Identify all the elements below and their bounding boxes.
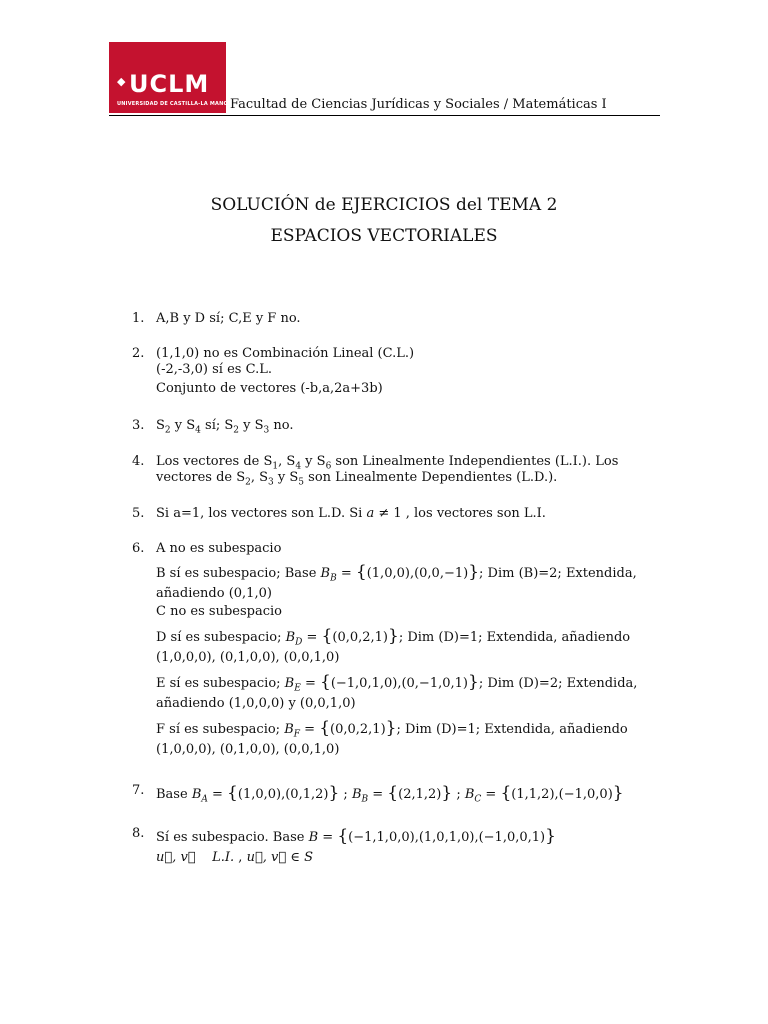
item-number: 4.: [132, 454, 145, 469]
logo-subtitle: UNIVERSIDAD DE CASTILLA-LA MANCHA: [117, 101, 236, 107]
answer-6-line-6: (1,0,0,0), (0,1,0,0), (0,0,1,0): [156, 650, 340, 665]
item-number: 2.: [132, 346, 145, 361]
answer-8-line-2: u⃗, v⃗ L.I. , u⃗, v⃗ ∈ S: [156, 850, 313, 865]
answer-2-line-1: (1,1,0) no es Combinación Lineal (C.L.): [156, 346, 415, 361]
answer-1: A,B y D sí; C,E y F no.: [156, 311, 301, 326]
answer-6-line-10: (1,0,0,0), (0,1,0,0), (0,0,1,0): [156, 742, 340, 757]
answer-6-line-9: F sí es subespacio; $B_F = \{(0,0,2,1)\}$; Dim (D)=1; Extendida, añadiendo: [156, 718, 628, 740]
header-rule: [109, 115, 660, 116]
answer-3: $S_2$ y $S_4$ sí; $S_2$ y $S_3$ no.: [156, 418, 294, 436]
answer-6-line-3: añadiendo (0,1,0): [156, 586, 272, 601]
answer-6-line-5: D sí es subespacio; $B_D = \{(0,0,2,1)\}$; Dim (D)=1; Extendida, añadiendo: [156, 626, 631, 648]
faculty-header: Facultad de Ciencias Jurídicas y Sociales / Matemáticas I: [230, 97, 607, 112]
item-number: 6.: [132, 541, 145, 556]
item-number: 7.: [132, 783, 145, 798]
uclm-logo: [109, 42, 236, 113]
answer-6-line-4: C no es subespacio: [156, 604, 282, 619]
answer-5: Si a=1, los vectores son L.D. Si a ≠ 1 , los vectores son L.I.: [156, 506, 546, 521]
answer-4-line-1: Los vectores de $S_1$, $S_4$ y $S_6$ son Linealmente Independientes (L.I.). Los: [156, 454, 619, 472]
page-subtitle: ESPACIOS VECTORIALES: [270, 226, 498, 246]
item-number: 5.: [132, 506, 145, 521]
answer-8-line-1: Sí es subespacio. Base B = {(−1,1,0,0),(1,0,1,0),(−1,0,0,1)}: [156, 826, 556, 846]
logo-text: UCLM: [129, 70, 210, 98]
answer-2-line-3: Conjunto de vectores (-b,a,2a+3b): [156, 381, 383, 396]
answer-6-line-1: A no es subespacio: [156, 541, 282, 556]
answer-7: Base $B_A = \{(1,0,0),(0,1,2)\}$ ; $B_B = \{(2,1,2)\}$ ; $B_C = \{(1,1,2),(-1,0,0)\}$: [156, 783, 624, 805]
item-number: 8.: [132, 826, 145, 841]
item-number: 3.: [132, 418, 145, 433]
answer-4-line-2: vectores de $S_2$, $S_3$ y $S_5$ son Linealmente Dependientes (L.D.).: [156, 470, 558, 488]
answer-6-line-2: B sí es subespacio; Base $B_B = \{(1,0,0),(0,0,-1)\}$; Dim (B)=2; Extendida,: [156, 562, 637, 584]
uclm-emblem-icon: ◆: [117, 75, 126, 88]
answer-2-line-2: (-2,-3,0) sí es C.L.: [156, 362, 272, 377]
answer-6-line-7: E sí es subespacio; $B_E = \{(-1,0,1,0),(0,-1,0,1)\}$; Dim (D)=2; Extendida,: [156, 672, 638, 694]
page-title: SOLUCIÓN de EJERCICIOS del TEMA 2: [210, 195, 558, 215]
item-number: 1.: [132, 311, 145, 326]
answer-6-line-8: añadiendo (1,0,0,0) y (0,0,1,0): [156, 696, 356, 711]
